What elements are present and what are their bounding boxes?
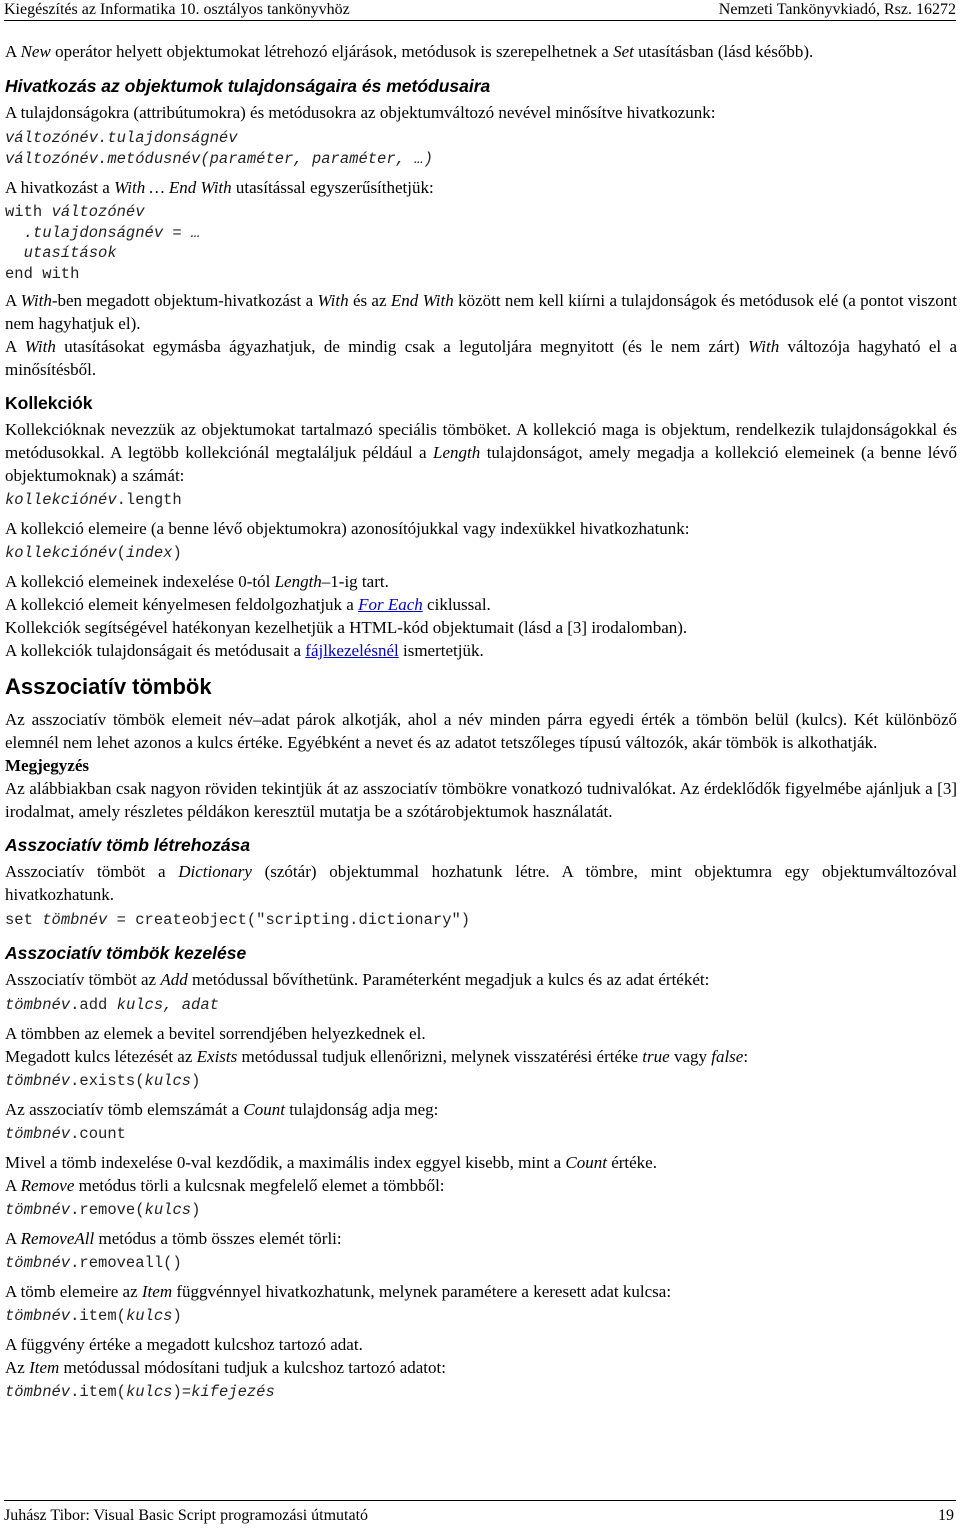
paragraph: Asszociatív tömböt az Add metódussal bővíthetünk. Paraméterként megadjuk a kulcs és az adat értékét: <box>5 970 710 989</box>
note-text: Az alábbiakban csak nagyon röviden tekintjük át az asszociatív tömbökre vonatkozó tudnivalókat. Az érdeklődők figyelmébe ajánljuk a [3] irodalmat, amely részletes példákon keresztül mutatja be a szótárobjektumok használatát. <box>5 779 957 821</box>
document-body <box>5 40 957 1403</box>
paragraph: A tömbben az elemek a bevitel sorrendjében helyezkednek el. <box>5 1024 426 1043</box>
paragraph: A New operátor helyett objektumokat létrehozó eljárások, metódusok is szerepelhetnek a Set utasításban (lásd később). <box>5 42 814 61</box>
paragraph: Asszociatív tömböt a Dictionary (szótár) objektummal hozhatunk létre. A tömbre, mint objektumra egy objektumváltozóval hivatkozhatunk. <box>5 862 958 904</box>
code-block: tömbnév.exists(kulcs) <box>5 1072 201 1090</box>
code-block: set tömbnév = createobject("scripting.dictionary") <box>5 911 471 929</box>
paragraph: A kollekció elemeire (a benne lévő objektumokra) azonosítójukkal vagy indexükkel hivatkozhatunk: <box>5 519 690 538</box>
note-title: Megjegyzés <box>5 756 90 775</box>
for-each-link[interactable]: For Each <box>358 595 423 614</box>
footer-divider <box>4 1500 956 1501</box>
header-publisher: Nemzeti Tankönyvkiadó, Rsz. 16272 <box>718 1 956 18</box>
paragraph: A RemoveAll metódus a tömb összes elemét törli: <box>5 1229 342 1248</box>
paragraph: Az Item metódussal módosítani tudjuk a kulcshoz tartozó adatot: <box>5 1358 446 1377</box>
code-block: tömbnév.removeall() <box>5 1254 182 1272</box>
code-block: tömbnév.count <box>5 1125 126 1143</box>
paragraph: Kollekcióknak nevezzük az objektumokat tartalmazó speciális tömböket. A kollekció maga is objektum, rendelkezik tulajdonságokkal és metódusokkal. A legtöbb kollekciónál megtaláljuk például a Length tulajdonságot, amely megadja a kollekció elemeinek (a benne lévő objektumoknak) a számát: <box>5 420 957 485</box>
code-block: kollekciónév.length <box>5 491 182 509</box>
section-heading: Hivatkozás az objektumok tulajdonságaira és metódusaira <box>5 76 491 96</box>
code-block: with változónév .tulajdonságnév = … utasítások end with <box>5 203 201 283</box>
code-block: tömbnév.item(kulcs) <box>5 1307 182 1325</box>
paragraph: A With-ben megadott objektum-hivatkozást a With és az End With között nem kell kiírni a tulajdonságok és metódusok elé (a pontot viszont nem hagyhatjuk el). <box>5 291 957 333</box>
paragraph: A kollekciók tulajdonságait és metódusait a fájlkezelésnél ismertetjük. <box>5 641 484 660</box>
code-block: tömbnév.remove(kulcs) <box>5 1201 201 1219</box>
page-footer <box>4 1506 954 1526</box>
header-title: Kiegészítés az Informatika 10. osztályos tankönyvhöz <box>4 1 350 18</box>
paragraph: Az asszociatív tömb elemszámát a Count tulajdonság adja meg: <box>5 1100 439 1119</box>
paragraph: A hivatkozást a With … End With utasítással egyszerűsíthetjük: <box>5 178 434 197</box>
code-block: tömbnév.add kulcs, adat <box>5 996 219 1014</box>
paragraph: A kollekció elemeinek indexelése 0-tól Length–1-ig tart. <box>5 572 389 591</box>
section-heading: Asszociatív tömb létrehozása <box>5 835 251 855</box>
section-heading: Kollekciók <box>5 393 93 413</box>
paragraph: A tömb elemeire az Item függvénnyel hivatkozhatunk, melynek paramétere a keresett adat kulcsa: <box>5 1282 672 1301</box>
paragraph: A tulajdonságokra (attribútumokra) és metódusokra az objektumváltozó nevével minősítve hivatkozunk: <box>5 103 716 122</box>
code-block: kollekciónév(index) <box>5 544 182 562</box>
paragraph: A Remove metódus törli a kulcsnak megfelelő elemet a tömbből: <box>5 1176 445 1195</box>
paragraph: Az asszociatív tömbök elemeit név–adat párok alkotják, ahol a név minden párra egyedi érték a tömbön belül (kulcs). Két különböző elemnél nem lehet azonos a kulcs értéke. Egyébként a nevet és az adatot tetszőleges típusú változók, akár tömbök is alkothatják. <box>5 710 957 752</box>
page-number: 19 <box>938 1507 954 1524</box>
footer-author: Juhász Tibor: Visual Basic Script programozási útmutató <box>4 1507 369 1524</box>
code-block: változónév.tulajdonságnév változónév.metódusnév(paraméter, paraméter, …) <box>5 129 433 168</box>
paragraph: Mivel a tömb indexelése 0-val kezdődik, a maximális index eggyel kisebb, mint a Count értéke. <box>5 1153 657 1172</box>
code-block: tömbnév.item(kulcs)=kifejezés <box>5 1383 275 1401</box>
paragraph: Kollekciók segítségével hatékonyan kezelhetjük a HTML-kód objektumait (lásd a [3] irodalomban). <box>5 618 688 637</box>
paragraph: A With utasításokat egymásba ágyazhatjuk, de mindig csak a legutoljára megnyitott (és le nem zárt) With változója hagyható el a minősítésből. <box>5 337 957 379</box>
paragraph: Megadott kulcs létezését az Exists metódussal tudjuk ellenőrizni, melynek visszatérési értéke true vagy false: <box>5 1047 749 1066</box>
section-heading: Asszociatív tömbök kezelése <box>5 943 247 963</box>
header-divider <box>4 20 956 21</box>
paragraph: A kollekció elemeit kényelmesen feldolgozhatjuk a For Each ciklussal. <box>5 595 491 614</box>
chapter-heading: Asszociatív tömbök <box>5 674 212 699</box>
file-handling-link[interactable]: fájlkezelésnél <box>305 641 399 660</box>
paragraph: A függvény értéke a megadott kulcshoz tartozó adat. <box>5 1335 363 1354</box>
page-header <box>4 0 956 19</box>
